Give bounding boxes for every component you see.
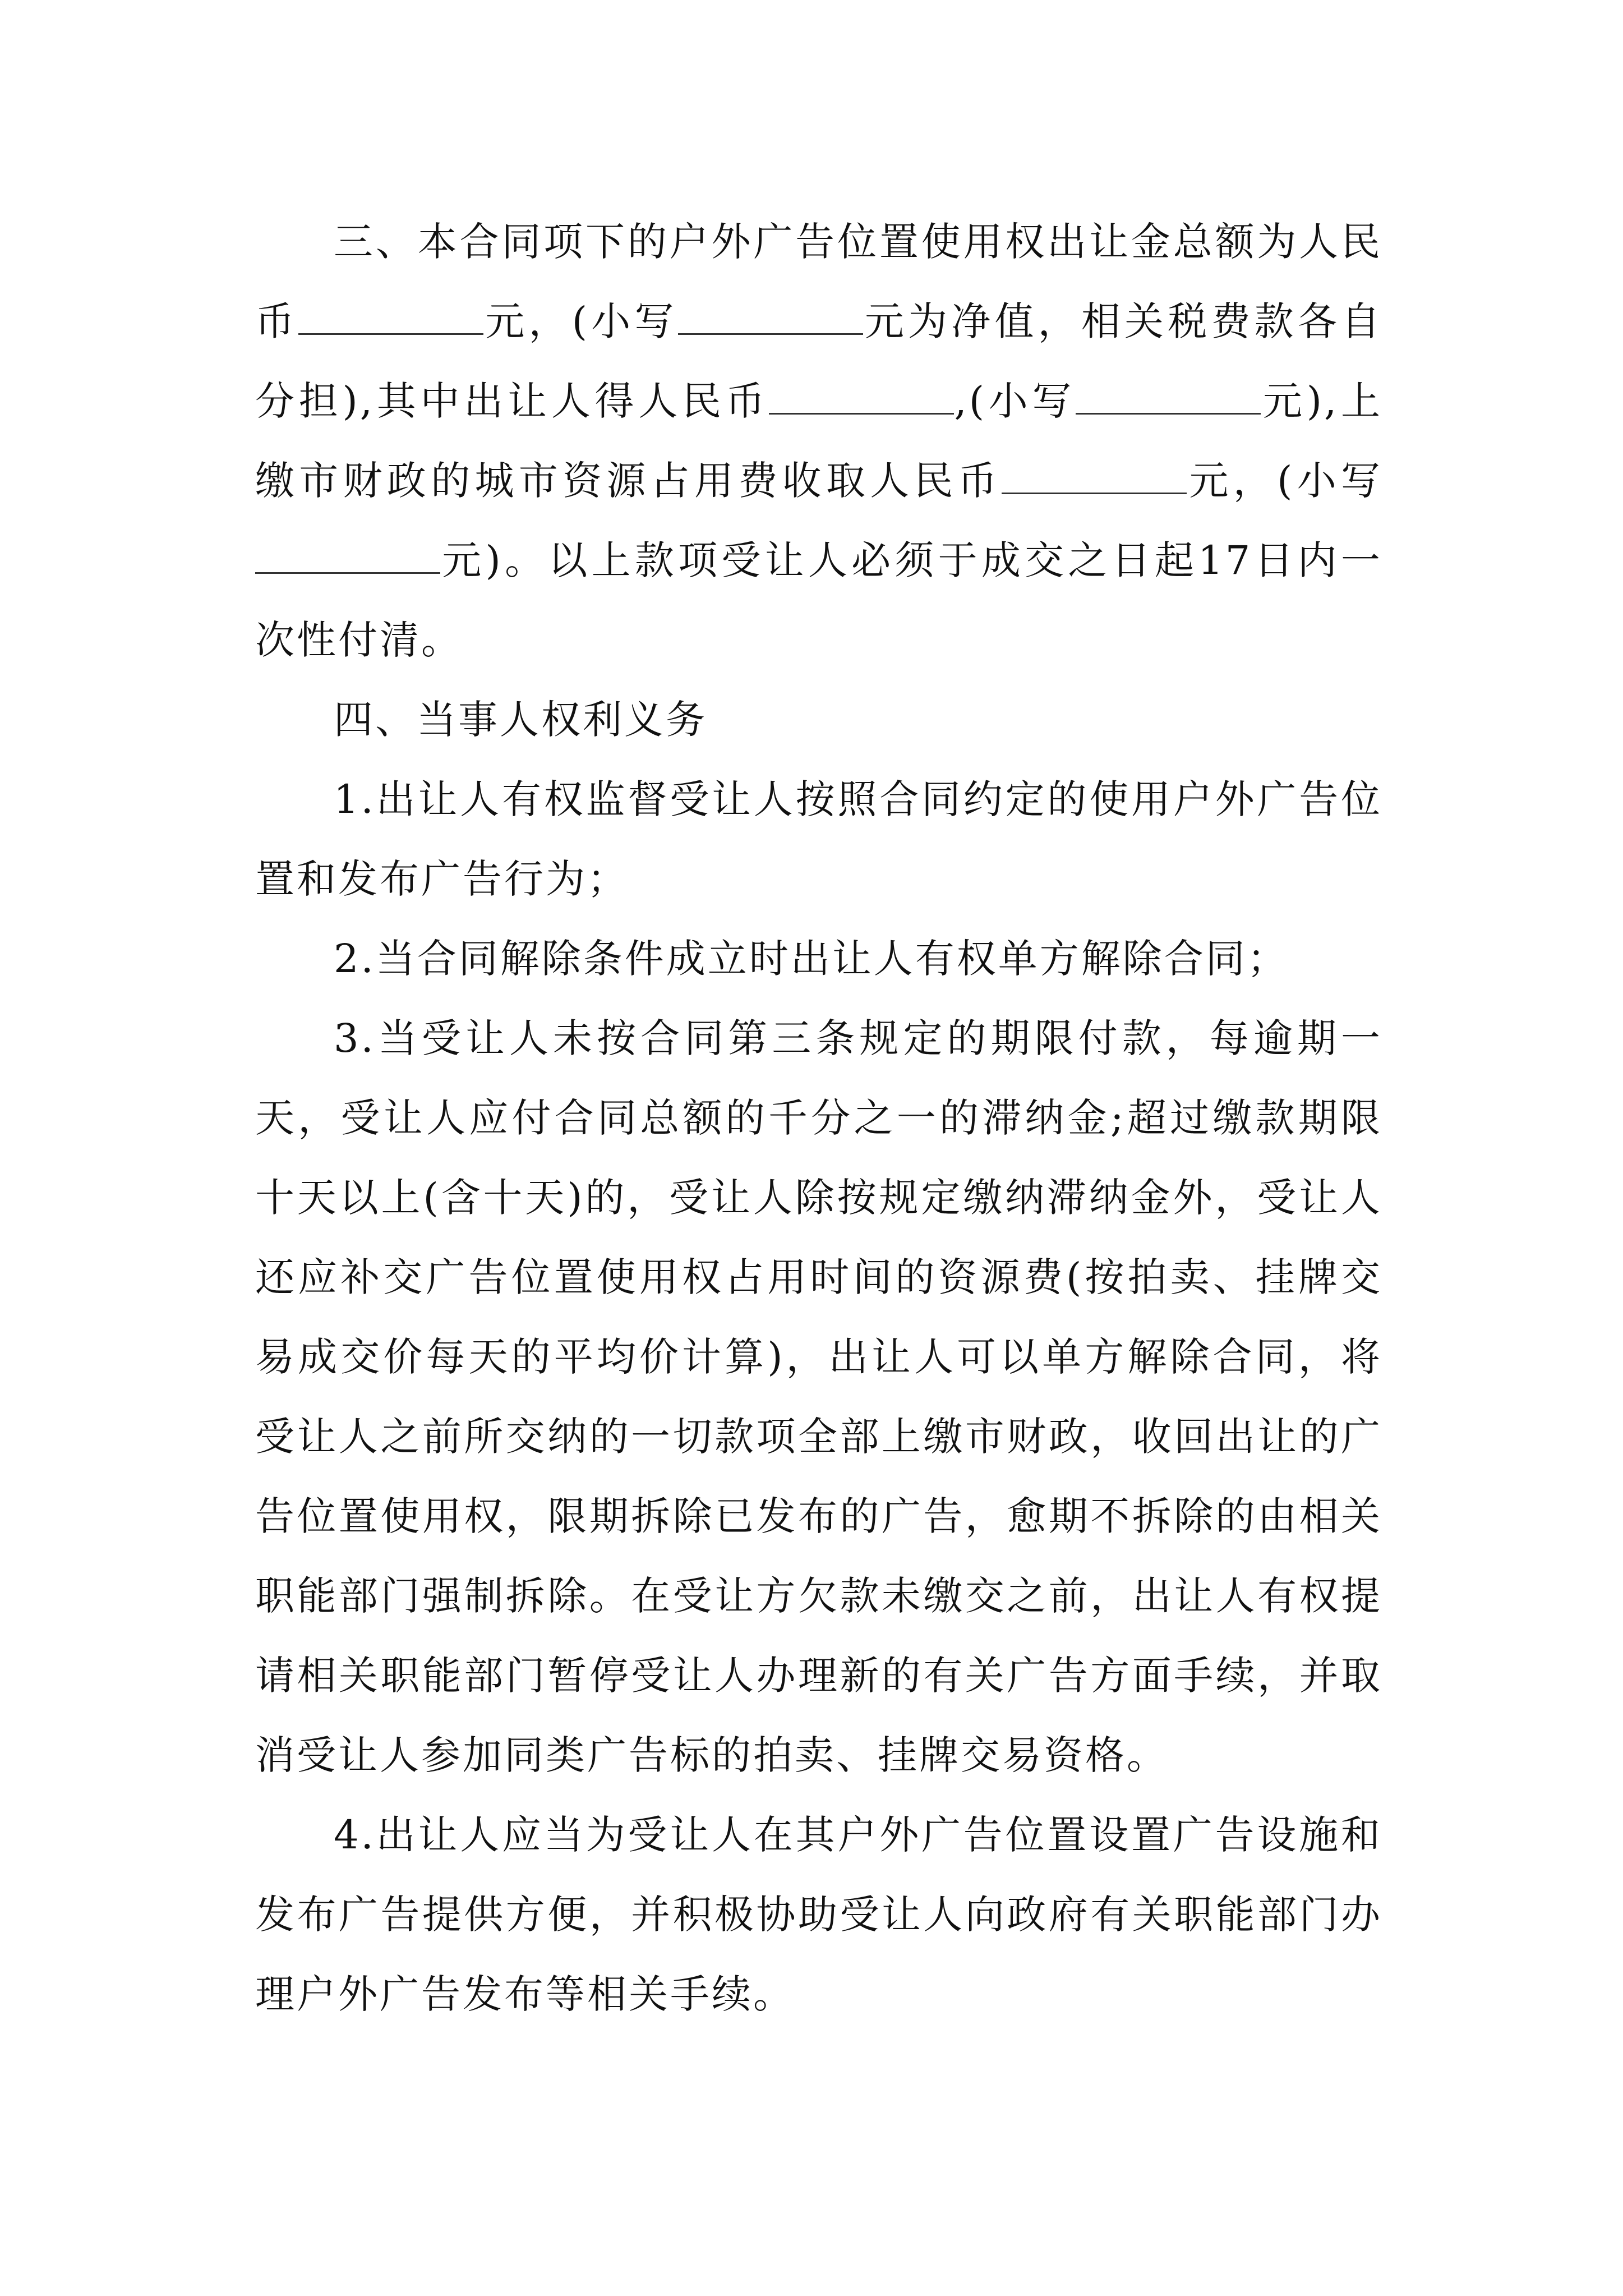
clause-three-text-1: 三、本合同项下的户外广告位置使用权出让金总额为人民币 bbox=[255, 219, 1382, 344]
document-body bbox=[255, 202, 1382, 2034]
clause-three-text-7: 元)。以上款项受让人必须于成交之日起17日内一次性付清。 bbox=[255, 537, 1382, 663]
clause-three-text-6: 元，(小写 bbox=[1187, 458, 1383, 504]
blank-field-total-amount bbox=[298, 298, 483, 335]
clause-three-paragraph bbox=[255, 202, 1382, 680]
blank-field-resource-fee-figures bbox=[255, 537, 440, 574]
clause-three-text-4: ,(小写 bbox=[954, 378, 1076, 424]
clause-three-text-2: 元，(小写 bbox=[483, 298, 678, 344]
blank-field-total-amount-figures bbox=[678, 298, 863, 335]
blank-field-transferor-amount-figures bbox=[1076, 378, 1261, 415]
clause-four-item-1: 1.出让人有权监督受让人按照合同约定的使用户外广告位置和发布广告行为； bbox=[255, 776, 1382, 902]
clause-four-heading: 四、当事人权利义务 bbox=[334, 697, 707, 743]
blank-field-resource-fee bbox=[1002, 458, 1187, 494]
clause-three-text-3: 元为净值，相关税费款各自分担),其中出让人得人民币 bbox=[255, 298, 1383, 424]
clause-three-text-5: 元),上缴市财政的城市资源占用费收取人民币 bbox=[255, 378, 1382, 504]
blank-field-transferor-amount bbox=[769, 378, 954, 415]
clause-four-item-3: 3.当受让人未按合同第三条规定的期限付款，每逾期一天，受让人应付合同总额的千分之一的滞纳金;超过缴款期限十天以上(含十天)的，受让人除按规定缴纳滞纳金外，受让人还应补交广告位置使用权占用时间的资源费(按拍卖、挂牌交易成交价每天的平均价计算)，出让人可以单方解除合同，将受让人之前所交纳的一切款项全部上缴市财政，收回出让的广告位置使用权，限期拆除已发布的广告，愈期不拆除的由相关职能部门强制拆除。在受让方欠款未缴交之前，出让人有权提请相关职能部门暂停受让人办理新的有关广告方面手续，并取消受让人参加同类广告标的拍卖、挂牌交易资格。 bbox=[255, 1015, 1382, 1778]
clause-four-item-4: 4.出让人应当为受让人在其户外广告位置设置广告设施和发布广告提供方便，并积极协助受让人向政府有关职能部门办理户外广告发布等相关手续。 bbox=[255, 1812, 1382, 2017]
clause-four-item-2: 2.当合同解除条件成立时出让人有权单方解除合同； bbox=[334, 936, 1289, 982]
